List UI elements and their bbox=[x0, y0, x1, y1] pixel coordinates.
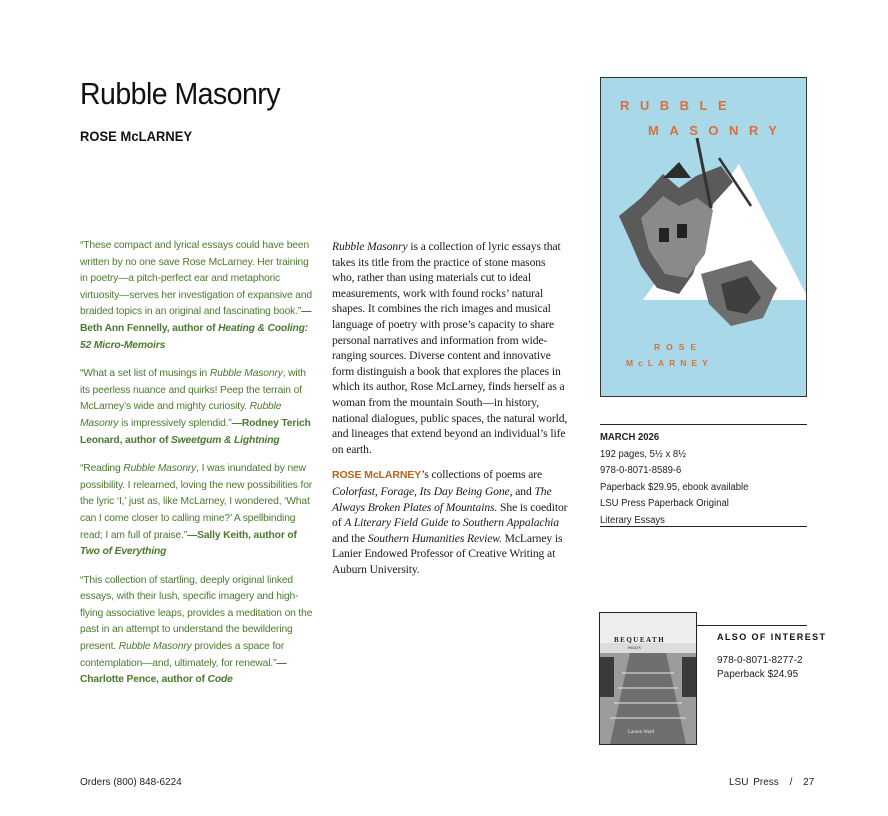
blurb-attribution-work: Sweetgum & Lightning bbox=[170, 434, 280, 446]
blurb-quote: , I was inundated by new possibility. I relearned, loving the new possibilities for the lyric ‘I,’ just as, like McLarney, I wondered, ‘What can I come closer to calling mine?’ A spellbinding read; I am full of praise.” bbox=[80, 463, 313, 541]
pub-date: MARCH 2026 bbox=[600, 432, 660, 443]
also-cover-artwork bbox=[600, 613, 696, 744]
blurb-quote-title: Rubble Masonry bbox=[80, 401, 282, 429]
cover-window bbox=[677, 224, 687, 238]
bio-work: Southern Humanities Review. bbox=[367, 531, 502, 545]
also-cover-chair bbox=[600, 657, 614, 697]
description-body: is a collection of lyric essays that takes its title from the practice of stone masons who, rather than using materials cut to ideal measurements, work with found rocks’ natural shapes. It combines the rich images and musical language of poetry with prose’s capacity to share personal narratives and information from wide-ranging sources. Diverse content and innovative form distinguish a book that explores the places in which its author, Rose McLarney, finds herself as a woman from the mountain South—in history, national dialogues, public spaces, the natural world, and lineages that extend beyond an individual’s life on earth. bbox=[332, 240, 568, 456]
publication-info bbox=[600, 430, 807, 530]
blurb bbox=[80, 461, 318, 561]
blurb-quote-title: Rubble Masonry bbox=[209, 368, 283, 380]
book-title: Rubble Masonry bbox=[80, 76, 280, 111]
blurb-quote-title: Rubble Masonry bbox=[118, 641, 192, 653]
bio-text: ’s collections of poems are bbox=[421, 468, 543, 482]
blurb-attribution: —Beth Ann Fennelly, author of bbox=[80, 306, 312, 334]
also-price: Paperback $24.95 bbox=[717, 668, 799, 680]
also-of-interest-info bbox=[717, 654, 803, 681]
bio-work: The Always Broken Plates of Mountains. bbox=[332, 484, 552, 514]
also-isbn: 978-0-8071-8277-2 bbox=[717, 655, 803, 666]
pub-category: Literary Essays bbox=[600, 514, 665, 526]
bio-text: and bbox=[512, 484, 535, 498]
blurb-attribution: —Rodney Terich Leonard, author of bbox=[80, 417, 311, 446]
divider bbox=[697, 625, 807, 626]
blurb-quote: “This collection of startling, deeply original linked essays, with their lush, specific imagery and high-flying associative leaps, provides a meditation on the past in an attempt to understand the bewildering present. bbox=[80, 574, 313, 653]
cover-window bbox=[659, 228, 669, 242]
bio-text: and the bbox=[332, 531, 368, 545]
divider bbox=[600, 424, 807, 425]
author-bio bbox=[332, 467, 570, 577]
footer-page-info bbox=[729, 777, 814, 788]
cover-title-line2: MASONRY bbox=[648, 123, 788, 138]
pub-pages: 192 pages, 5½ x 8½ bbox=[600, 448, 687, 460]
pub-isbn: 978-0-8071-8589-6 bbox=[600, 465, 682, 477]
description-title: Rubble Masonry bbox=[332, 240, 408, 253]
blurb-attribution-work: Two of Everything bbox=[80, 546, 167, 558]
blurb-quote-title: Rubble Masonry bbox=[123, 463, 197, 475]
footer-orders: Orders (800) 848-6224 bbox=[80, 777, 182, 788]
book-author: ROSE McLARNEY bbox=[80, 128, 193, 144]
book-cover bbox=[600, 77, 807, 397]
blurb-quote: “What a set list of musings in bbox=[80, 368, 210, 380]
description-column bbox=[332, 239, 570, 587]
also-of-interest-label: ALSO OF INTEREST bbox=[717, 632, 827, 642]
pub-price: Paperback $29.95, ebook available bbox=[600, 481, 749, 493]
blurb-quote: , with its peerless nuance and quirks! Peep the terrain of McLarney’s wide and mighty curiosity. bbox=[80, 368, 306, 413]
also-of-interest-cover bbox=[599, 612, 697, 745]
cover-title-line1: RUBBLE bbox=[620, 98, 738, 113]
bio-work: Colorfast, Forage, Its Day Being Gone, bbox=[332, 484, 513, 498]
cover-house-roof bbox=[663, 162, 691, 178]
also-cover-author: Lauren Ward bbox=[628, 730, 655, 735]
footer-press: LSU Press bbox=[729, 777, 779, 788]
blurb-quote: provides a space for contemplation—and, ultimately, for renewal.” bbox=[80, 641, 285, 669]
cover-author-line1: ROSE bbox=[654, 342, 703, 352]
bio-text: McLarney is Lanier Endowed Professor of Creative Writing at Auburn University. bbox=[332, 531, 563, 576]
also-cover-chair bbox=[682, 657, 696, 697]
footer-page-number: 27 bbox=[803, 777, 815, 788]
bio-text: She is coeditor of bbox=[332, 500, 568, 530]
blurb-attribution-work: Heating & Cooling: 52 Micro-Memoirs bbox=[80, 322, 309, 351]
footer-separator: / bbox=[789, 777, 793, 788]
blurbs-column bbox=[80, 238, 318, 701]
blurb-attribution: —Charlotte Pence, author of bbox=[80, 657, 287, 686]
pub-series: LSU Press Paperback Original bbox=[600, 498, 729, 510]
blurb bbox=[80, 366, 318, 449]
also-cover-title: BEQUEATH bbox=[614, 636, 666, 644]
cover-author-line2: McLARNEY bbox=[626, 358, 713, 368]
blurb-quote: is impressively splendid.” bbox=[118, 417, 232, 429]
blurb bbox=[80, 238, 318, 354]
bio-work: A Literary Field Guide to Southern Appalachia bbox=[344, 516, 559, 530]
also-cover-subtitle: essays bbox=[628, 646, 641, 651]
blurb-attribution: —Sally Keith, author of bbox=[186, 529, 297, 541]
blurb-attribution-work: Code bbox=[207, 674, 233, 686]
divider bbox=[600, 526, 807, 527]
description-paragraph bbox=[332, 239, 570, 457]
blurb-quote: “Reading bbox=[80, 463, 124, 475]
bio-author-name: ROSE McLARNEY bbox=[332, 469, 422, 482]
blurb-quote: “These compact and lyrical essays could have been written by no one save Rose McLarney. Her training in poetry—a pitch-perfect ear and metaphoric virtuosity—serves her investigation of expansive and braided topics in an original and fascinating book.” bbox=[80, 240, 313, 318]
blurb bbox=[80, 573, 318, 689]
